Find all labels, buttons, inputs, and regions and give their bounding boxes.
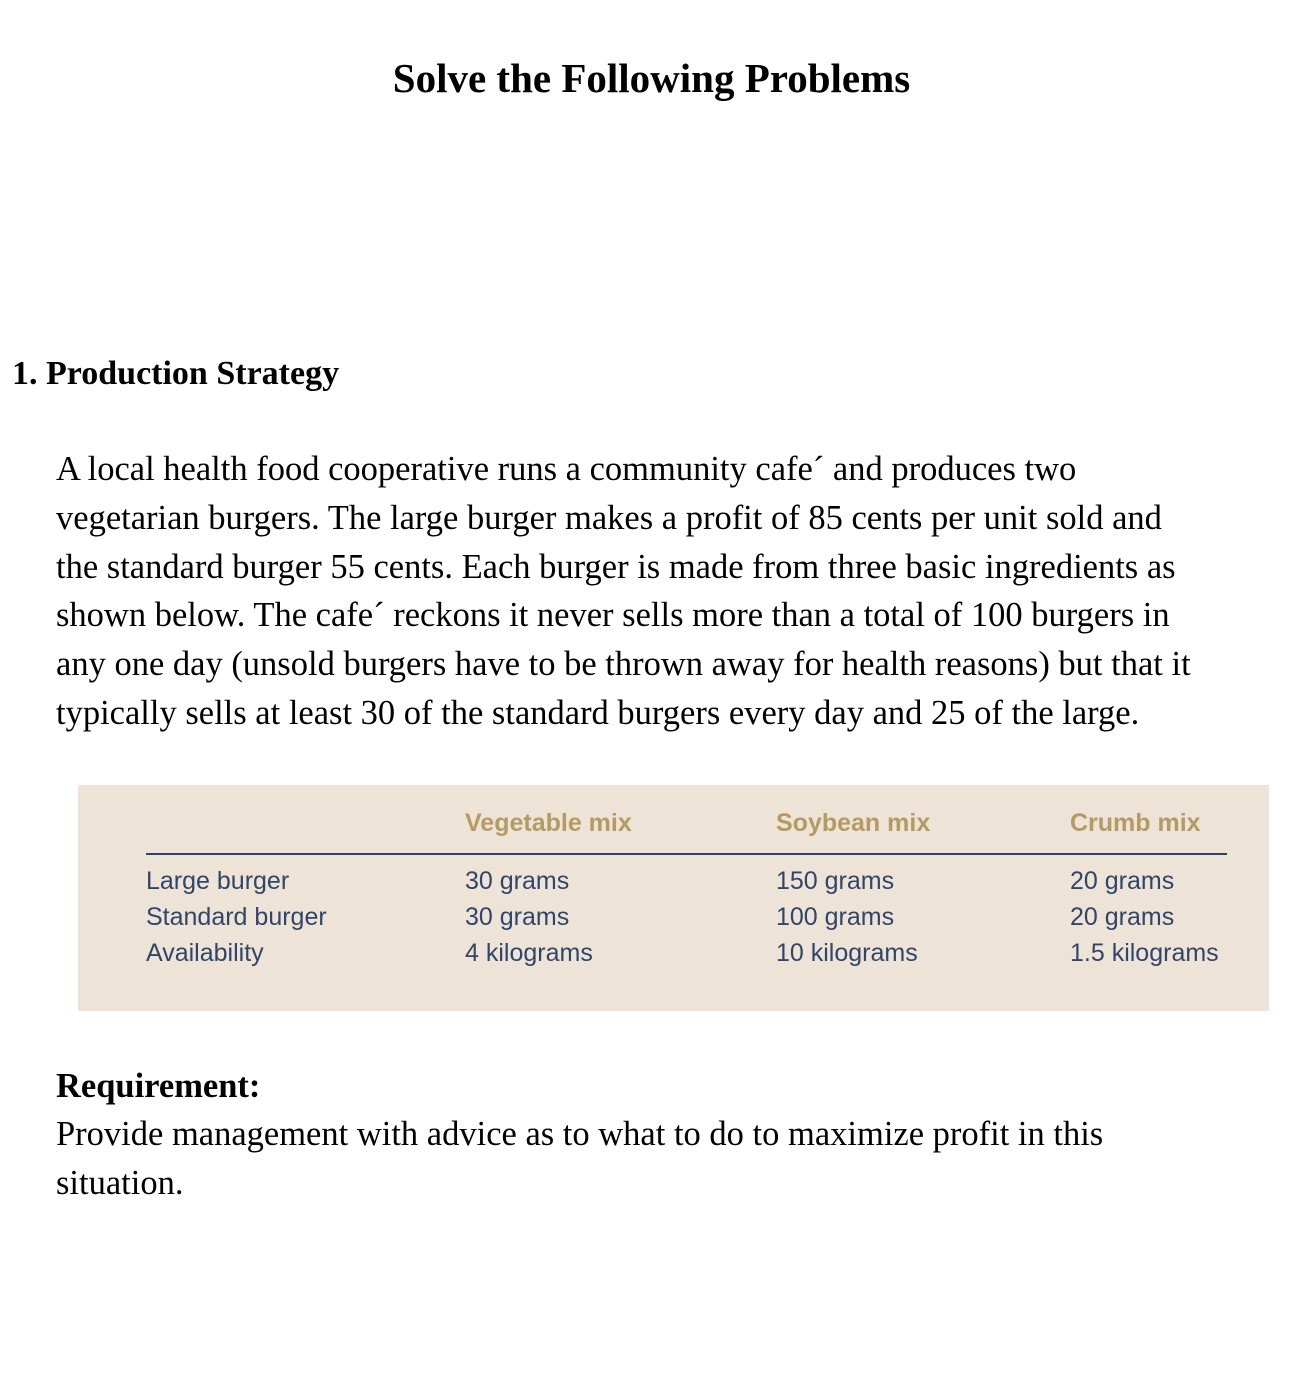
table-cell: 1.5 kilograms (1070, 939, 1219, 967)
table-cell: 20 grams (1070, 867, 1175, 895)
table-cell: 100 grams (776, 903, 895, 931)
table-cell: 30 grams (465, 867, 570, 895)
requirement-heading: Requirement: (56, 1067, 261, 1105)
table-row (146, 939, 1227, 975)
table-header-soybean-mix: Soybean mix (776, 809, 931, 837)
table-cell: 10 kilograms (776, 939, 918, 967)
table-header-crumb-mix: Crumb mix (1070, 809, 1201, 837)
requirement-line: Provide management with advice as to what to do to maximize profit in this (56, 1115, 1104, 1153)
row-label: Large burger (146, 867, 290, 895)
row-label: Standard burger (146, 903, 327, 931)
table-body (146, 855, 1227, 975)
problem-heading: 1. Production Strategy (12, 355, 340, 392)
problem-line: A local health food cooperative runs a community cafe´ and produces two (56, 450, 1077, 488)
table-cell: 4 kilograms (465, 939, 593, 967)
requirement-line: situation. (56, 1163, 184, 1202)
problem-description (56, 445, 1306, 738)
table-row (146, 867, 1227, 903)
problem-line: shown below. The cafe´ reckons it never sells more than a total of 100 burgers in (56, 596, 1170, 635)
problem-line: typically sells at least 30 of the standard burgers every day and 25 of the large. (56, 693, 1140, 732)
problem-line: the standard burger 55 cents. Each burger is made from three basic ingredients as (56, 547, 1176, 586)
row-label: Availability (146, 939, 264, 967)
page-title: Solve the Following Problems (392, 55, 911, 101)
table-row (146, 903, 1227, 939)
table-cell: 30 grams (465, 903, 570, 931)
table-cell: 150 grams (776, 867, 895, 895)
problem-line: vegetarian burgers. The large burger makes a profit of 85 cents per unit sold and (56, 498, 1162, 537)
table-cell: 20 grams (1070, 903, 1175, 931)
problem-line: any one day (unsold burgers have to be thrown away for health reasons) but that it (56, 645, 1191, 684)
table-header-vegetable-mix: Vegetable mix (465, 809, 632, 837)
ingredient-table (146, 807, 1227, 975)
table-header-row (146, 807, 1227, 855)
requirement-text (56, 1110, 1286, 1207)
ingredient-table-panel (78, 785, 1269, 1011)
